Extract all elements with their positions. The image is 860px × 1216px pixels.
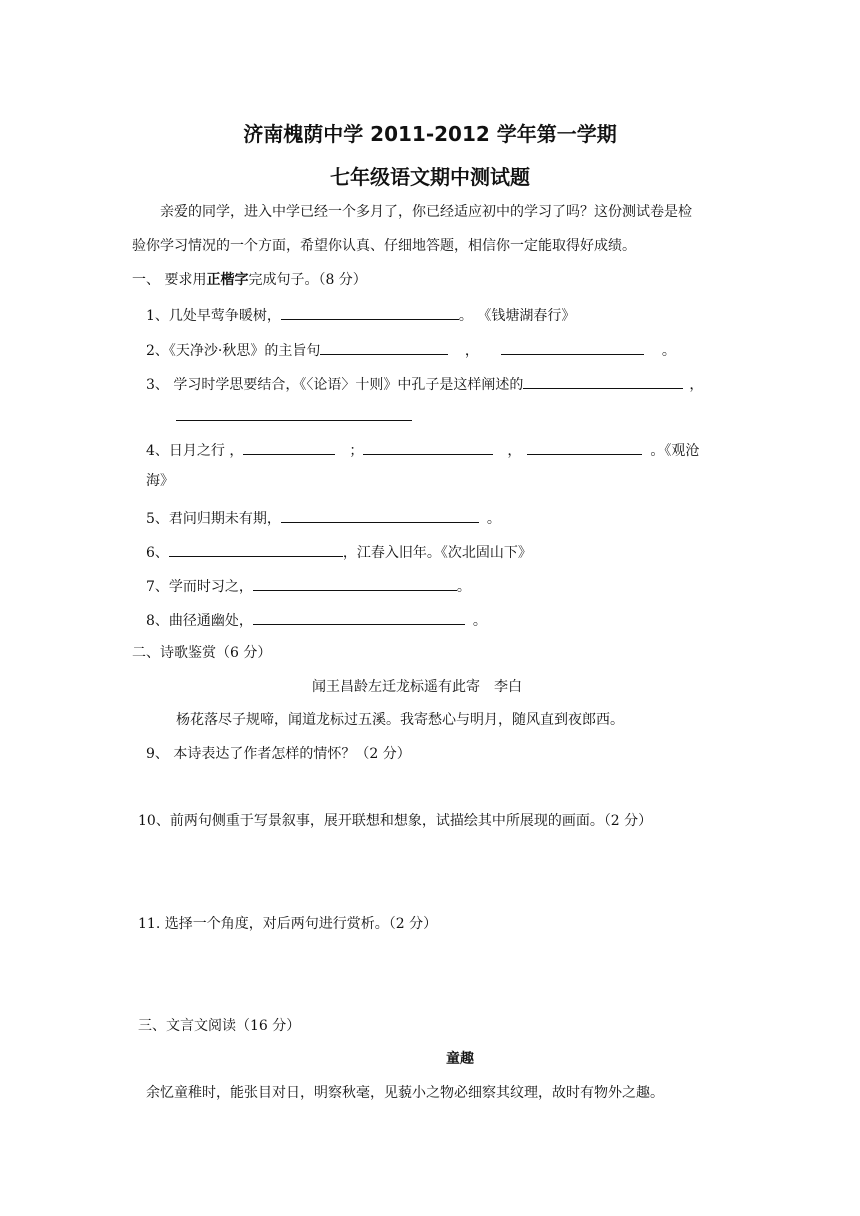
question-2-comma: ， [464, 343, 479, 359]
poem-title: 闻王昌龄左迁龙标遥有此寄 李白 [312, 679, 522, 695]
question-6 [146, 542, 532, 562]
question-4-semicolon: ； [349, 443, 364, 459]
question-7 [146, 576, 471, 596]
question-6-text: 6、 [146, 545, 169, 561]
question-7-text: 7、学而时习之， [146, 579, 253, 595]
answer-blank[interactable] [501, 340, 644, 355]
question-9: 9、 本诗表达了作者怎样的情怀？（2 分） [146, 746, 411, 762]
question-3-line-2 [176, 406, 412, 426]
answer-blank[interactable] [253, 576, 457, 591]
answer-blank[interactable] [527, 440, 642, 455]
intro-line-1: 亲爱的同学，进入中学已经一个多月了，你已经适应初中的学习了吗？这份测试卷是检 [160, 204, 692, 220]
question-6-source: ，江春入旧年。《次北固山下》 [342, 545, 532, 561]
question-7-period: 。 [456, 579, 471, 595]
section-1-title [132, 271, 367, 289]
question-11: 11. 选择一个角度，对后两句进行赏析。（2 分） [138, 916, 438, 932]
answer-blank[interactable] [523, 374, 683, 389]
answer-blank[interactable] [176, 406, 412, 421]
passage-title: 童趣 [446, 1051, 474, 1067]
exam-title: 济南槐荫中学 2011-2012 学年第一学期 [243, 122, 617, 146]
question-5-text: 5、君问归期未有期， [146, 511, 281, 527]
question-4-text: 4、日月之行 ， [146, 443, 244, 459]
section-1-title-text: 一、 要求用 [132, 272, 207, 288]
question-4-source-end: 海》 [146, 473, 174, 489]
question-2 [146, 340, 676, 360]
question-8 [146, 610, 487, 630]
question-4 [146, 440, 699, 460]
question-1-text: 1、几处早莺争暖树， [146, 308, 281, 324]
question-8-text: 8、曲径通幽处， [146, 613, 253, 629]
question-3-comma: ， [689, 377, 704, 393]
exam-subtitle: 七年级语文期中测试题 [330, 165, 530, 189]
answer-blank[interactable] [253, 610, 465, 625]
question-3-text: 3、 学习时学思要结合，《〈论语〉十则》中孔子是这样阐述的 [146, 377, 524, 393]
answer-blank[interactable] [281, 508, 479, 523]
question-10: 10、前两句侧重于写景叙事，展开联想和想象，试描绘其中所展现的画面。（2 分） [138, 813, 653, 829]
question-3 [146, 374, 703, 394]
question-5 [146, 508, 501, 528]
passage-line-1: 余忆童稚时，能张目对日，明察秋毫，见藐小之物必细察其纹理，故时有物外之趣。 [146, 1085, 664, 1101]
question-8-period: 。 [472, 613, 487, 629]
question-2-period: 。 [661, 343, 676, 359]
section-1-title-emphasis: 正楷字 [206, 272, 249, 288]
answer-blank[interactable] [243, 440, 335, 455]
question-1-source: 。 《钱塘湖春行》 [458, 308, 576, 324]
question-4-source: 。《观沧 [650, 443, 700, 459]
section-2-title: 二、诗歌鉴赏（6 分） [132, 645, 272, 661]
intro-line-2: 验你学习情况的一个方面，希望你认真、仔细地答题，相信你一定能取得好成绩。 [132, 238, 636, 254]
answer-blank[interactable] [363, 440, 493, 455]
question-4-comma: ， [507, 443, 522, 459]
section-3-title: 三、文言文阅读（16 分） [138, 1018, 301, 1034]
question-1 [146, 305, 575, 325]
answer-blank[interactable] [320, 340, 448, 355]
answer-blank[interactable] [281, 305, 459, 320]
answer-blank[interactable] [169, 542, 343, 557]
question-2-text: 2、《天净沙·秋思》的主旨句 [146, 343, 321, 359]
section-1-title-score: 完成句子。（8 分） [248, 272, 367, 288]
question-5-period: 。 [486, 511, 501, 527]
poem-text: 杨花落尽子规啼，闻道龙标过五溪。我寄愁心与明月，随风直到夜郎西。 [176, 712, 624, 728]
